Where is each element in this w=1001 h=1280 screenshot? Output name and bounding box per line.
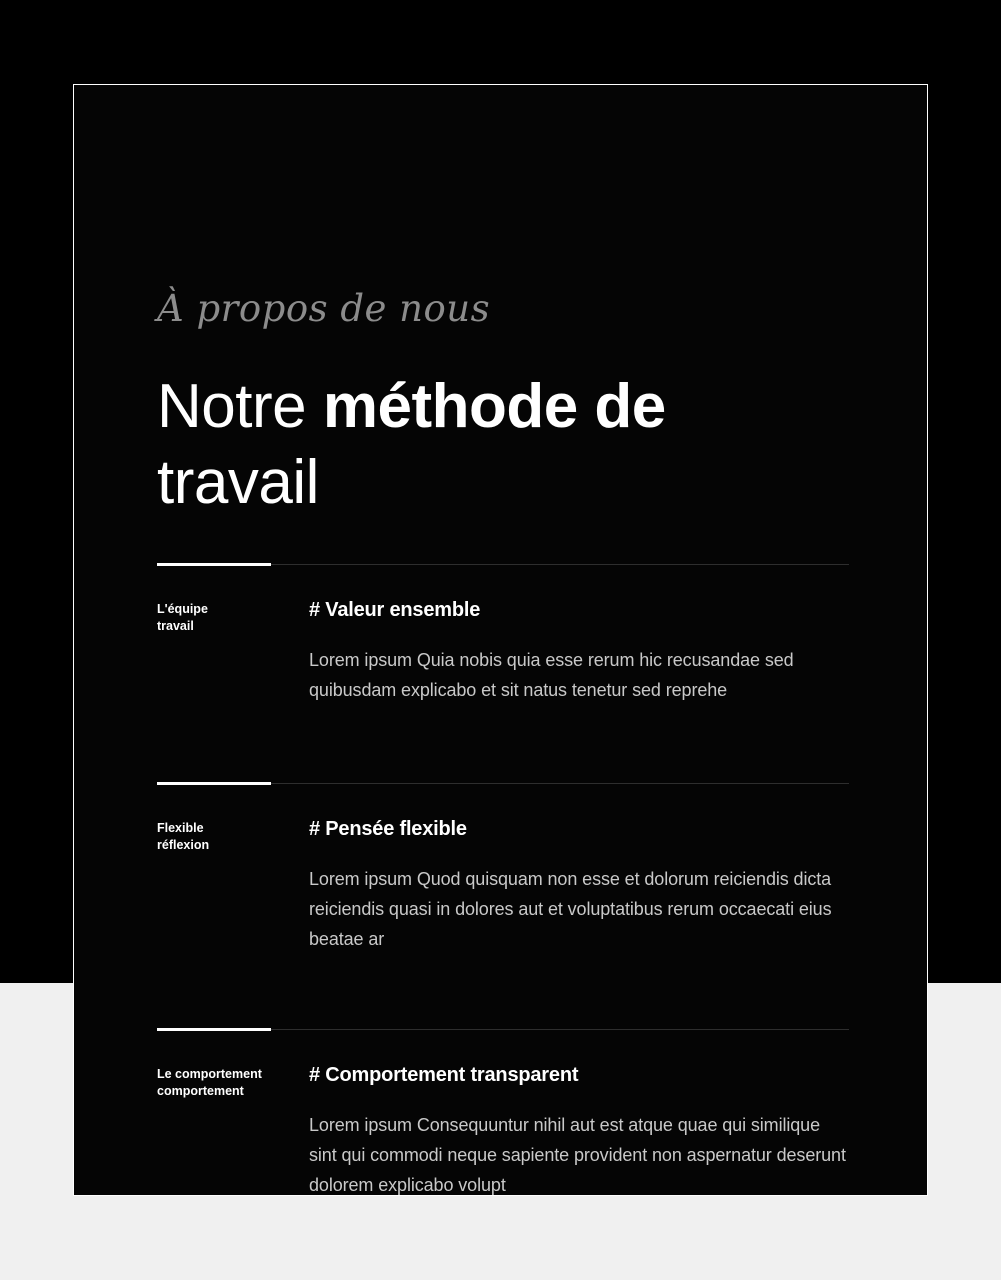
content-block bbox=[157, 563, 849, 705]
divider-dim-segment bbox=[271, 564, 849, 565]
page-title-part-1: Notre bbox=[157, 371, 323, 441]
page-title-part-2: travail bbox=[157, 447, 319, 517]
block-label-line-2: travail bbox=[157, 619, 194, 633]
divider-dim-segment bbox=[271, 1029, 849, 1030]
page-title bbox=[157, 369, 777, 521]
block-label bbox=[157, 816, 309, 854]
divider-bright-segment bbox=[157, 782, 271, 785]
block-label-line-1: L'équipe bbox=[157, 602, 208, 616]
block-label bbox=[157, 1062, 309, 1100]
block-heading: # Pensée flexible bbox=[309, 818, 467, 840]
block-label-line-1: Le comportement bbox=[157, 1067, 262, 1081]
block-divider bbox=[157, 563, 849, 566]
slide-card bbox=[73, 84, 928, 1196]
content-block bbox=[157, 782, 849, 954]
block-text: Lorem ipsum Quia nobis quia esse rerum hic recusandae sed quibusdam explicabo et sit natus tenetur sed reprehe bbox=[309, 650, 794, 700]
content-block bbox=[157, 1028, 849, 1196]
page-title-emphasis: méthode de bbox=[322, 371, 666, 441]
block-label bbox=[157, 597, 309, 635]
eyebrow-label: À propos de nous bbox=[157, 287, 491, 330]
divider-bright-segment bbox=[157, 563, 271, 566]
block-divider bbox=[157, 1028, 849, 1031]
block-heading: # Comportement transparent bbox=[309, 1064, 579, 1086]
block-heading: # Valeur ensemble bbox=[309, 599, 481, 621]
slide-content bbox=[157, 85, 849, 1195]
block-content bbox=[309, 816, 849, 954]
divider-bright-segment bbox=[157, 1028, 271, 1031]
block-text: Lorem ipsum Quod quisquam non esse et dolorum reiciendis dicta reiciendis quasi in dolores aut et voluptatibus rerum occaecati eius beatae ar bbox=[309, 869, 832, 949]
block-label-line-2: réflexion bbox=[157, 838, 210, 852]
block-body bbox=[157, 597, 849, 705]
block-content bbox=[309, 597, 849, 705]
block-body bbox=[157, 1062, 849, 1196]
block-label-line-1: Flexible bbox=[157, 821, 204, 835]
block-content bbox=[309, 1062, 849, 1196]
block-divider bbox=[157, 782, 849, 785]
block-text: Lorem ipsum Consequuntur nihil aut est atque quae qui similique sint qui commodi neque sapiente provident non aspernatur deserunt dolorem explicabo volupt bbox=[309, 1115, 846, 1195]
divider-dim-segment bbox=[271, 783, 849, 784]
block-body bbox=[157, 816, 849, 954]
block-label-line-2: comportement bbox=[157, 1084, 244, 1098]
